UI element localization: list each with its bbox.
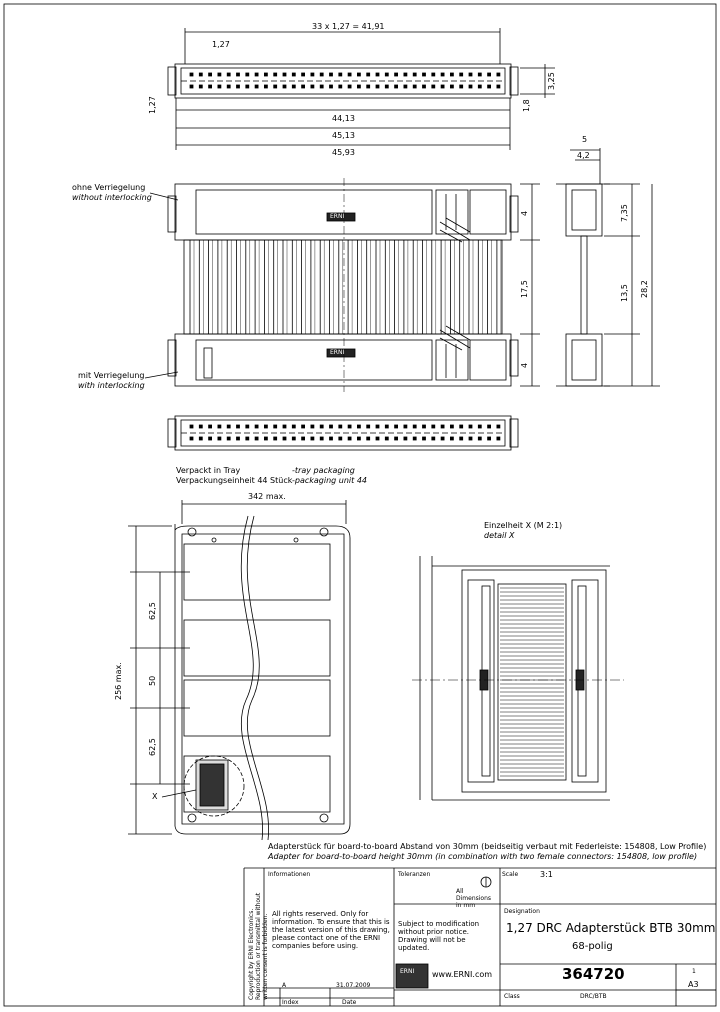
pin-dot bbox=[190, 85, 193, 88]
detail-title-de: Einzelheit X (M 2:1) bbox=[484, 521, 563, 530]
title-line-1: 1,27 DRC Adapterstück BTB 30mm bbox=[506, 921, 716, 935]
pin-dot bbox=[311, 437, 314, 440]
dim-side-13: 13,5 bbox=[620, 284, 629, 302]
pin-dot bbox=[339, 85, 342, 88]
tray-de: Verpackt in Tray bbox=[176, 466, 241, 475]
pin-dot bbox=[460, 73, 463, 76]
pin-dot bbox=[264, 85, 267, 88]
pin-dot bbox=[469, 73, 472, 76]
pin-dot bbox=[376, 425, 379, 428]
pin-dot bbox=[395, 425, 398, 428]
dim-44: 44,13 bbox=[332, 114, 355, 123]
pin-dot bbox=[227, 437, 230, 440]
pin-dot bbox=[497, 425, 500, 428]
dim-front-top: 4 bbox=[520, 210, 529, 216]
pin-dot bbox=[478, 425, 481, 428]
pin-dot bbox=[460, 425, 463, 428]
pin-dot bbox=[255, 85, 258, 88]
page-number: 1 bbox=[692, 968, 696, 975]
rights-note: All rights reserved. Only for information. To ensure that this is the latest version of this drawing, please contact one of the ERNI companies before using. bbox=[272, 910, 390, 950]
pin-dot bbox=[488, 73, 491, 76]
pin-dot bbox=[246, 425, 249, 428]
pin-dot bbox=[292, 85, 295, 88]
detail-x bbox=[412, 556, 624, 800]
pin-dot bbox=[302, 85, 305, 88]
pin-dot bbox=[385, 73, 388, 76]
pin-dot bbox=[367, 437, 370, 440]
pin-dot bbox=[292, 425, 295, 428]
pin-dot bbox=[274, 73, 277, 76]
pin-dot bbox=[357, 73, 360, 76]
pin-dot bbox=[246, 73, 249, 76]
copyright-note: Copyright by ERNI Electronics. Reproduction or transmittal without written consent is forbidden. bbox=[248, 892, 269, 1000]
pin-dot bbox=[199, 73, 202, 76]
class-label: Class bbox=[504, 993, 520, 1000]
pin-dot bbox=[432, 73, 435, 76]
pin-dot bbox=[357, 425, 360, 428]
pin-dot bbox=[460, 437, 463, 440]
pin-dot bbox=[395, 73, 398, 76]
bottom-view bbox=[168, 416, 518, 450]
pin-dot bbox=[227, 73, 230, 76]
title-line-2: 68-polig bbox=[572, 941, 613, 952]
pin-dot bbox=[283, 425, 286, 428]
dim-height-3: 3,25 bbox=[547, 72, 556, 90]
pin-dot bbox=[190, 425, 193, 428]
pin-dot bbox=[199, 85, 202, 88]
dim-side-28: 28,2 bbox=[640, 280, 649, 298]
pin-dot bbox=[209, 85, 212, 88]
pin-dot bbox=[218, 73, 221, 76]
pin-dot bbox=[237, 73, 240, 76]
pin-dot bbox=[320, 73, 323, 76]
unit-de: Verpackungseinheit 44 Stück bbox=[176, 476, 293, 485]
pin-dot bbox=[423, 85, 426, 88]
pin-dot bbox=[348, 73, 351, 76]
pin-dot bbox=[227, 85, 230, 88]
pin-dot bbox=[357, 85, 360, 88]
pin-dot bbox=[348, 437, 351, 440]
pin-dot bbox=[218, 85, 221, 88]
pin-dot bbox=[367, 73, 370, 76]
label-no-lock-en: without interlocking bbox=[72, 193, 152, 202]
dim-side-5: 5 bbox=[582, 135, 588, 144]
detail-pin-rows bbox=[500, 588, 564, 776]
dims-note: All Dimensions in mm bbox=[456, 888, 492, 909]
pin-dot bbox=[302, 425, 305, 428]
detail-marker: X bbox=[152, 792, 158, 801]
pin-dot bbox=[255, 73, 258, 76]
dim-side-7: 7,35 bbox=[620, 204, 629, 222]
pin-dot bbox=[469, 425, 472, 428]
pin-dot bbox=[432, 85, 435, 88]
pin-dot bbox=[404, 437, 407, 440]
pin-dot bbox=[348, 425, 351, 428]
pin-dot bbox=[488, 437, 491, 440]
pin-dot bbox=[255, 437, 258, 440]
pin-dot bbox=[478, 73, 481, 76]
pin-dot bbox=[237, 425, 240, 428]
pin-dot bbox=[320, 425, 323, 428]
scale-label: Scale bbox=[502, 871, 519, 878]
dim-45-9: 45,93 bbox=[332, 148, 355, 157]
pin-dot bbox=[339, 73, 342, 76]
tray-drawing bbox=[128, 500, 350, 840]
pin-dot bbox=[478, 437, 481, 440]
pin-dot bbox=[441, 425, 444, 428]
pin-dot bbox=[237, 85, 240, 88]
pin-dot bbox=[274, 437, 277, 440]
paper-format: A3 bbox=[688, 980, 699, 989]
pin-dot bbox=[209, 425, 212, 428]
pin-dot bbox=[339, 437, 342, 440]
pin-dot bbox=[274, 425, 277, 428]
pin-dot bbox=[246, 85, 249, 88]
information-label: Informationen bbox=[268, 871, 311, 878]
pin-dot bbox=[227, 425, 230, 428]
pin-dot bbox=[432, 437, 435, 440]
pin-dot bbox=[330, 73, 333, 76]
tray-en: -tray packaging bbox=[292, 466, 355, 475]
pin-dot bbox=[357, 437, 360, 440]
pin-dot bbox=[367, 85, 370, 88]
pin-dot bbox=[283, 85, 286, 88]
pin-dot bbox=[404, 425, 407, 428]
top-view-pins bbox=[190, 73, 500, 88]
class-value: DRC/BTB bbox=[580, 993, 607, 1000]
pin-dot bbox=[395, 437, 398, 440]
pin-dot bbox=[460, 85, 463, 88]
pin-dot bbox=[413, 85, 416, 88]
pin-dot bbox=[395, 85, 398, 88]
pin-dot bbox=[311, 73, 314, 76]
tolerances-label: Toleranzen bbox=[398, 871, 431, 878]
pin-dot bbox=[488, 85, 491, 88]
pin-dot bbox=[330, 425, 333, 428]
pin-dot bbox=[404, 85, 407, 88]
pin-dot bbox=[385, 425, 388, 428]
logo-erni: ERNI bbox=[400, 968, 415, 975]
pin-dot bbox=[283, 437, 286, 440]
dim-pitch-side: 1,27 bbox=[148, 96, 157, 114]
pin-dot bbox=[199, 425, 202, 428]
dim-front-mid: 17,5 bbox=[520, 280, 529, 298]
pin-dot bbox=[450, 437, 453, 440]
pin-dot bbox=[450, 425, 453, 428]
pin-dot bbox=[292, 73, 295, 76]
pin-dot bbox=[469, 437, 472, 440]
pin-dot bbox=[376, 437, 379, 440]
pin-dot bbox=[190, 437, 193, 440]
description-de: Adapterstück für board-to-board Abstand von 30mm (beidseitig verbaut mit Federleiste: 154808, Low Profile) bbox=[268, 842, 707, 851]
pin-dot bbox=[413, 73, 416, 76]
pin-dot bbox=[274, 85, 277, 88]
pin-dot bbox=[330, 437, 333, 440]
dim-side-4-2: 4,2 bbox=[577, 151, 590, 160]
pin-dot bbox=[237, 437, 240, 440]
pin-dot bbox=[320, 85, 323, 88]
pin-dot bbox=[385, 85, 388, 88]
dim-pitch-total: 33 x 1,27 = 41,91 bbox=[312, 22, 385, 31]
pin-dot bbox=[450, 73, 453, 76]
dim-front-bot: 4 bbox=[520, 362, 529, 368]
pin-dot bbox=[488, 425, 491, 428]
web-address: www.ERNI.com bbox=[432, 970, 493, 979]
pin-dot bbox=[441, 437, 444, 440]
pin-dot bbox=[339, 425, 342, 428]
description-en: Adapter for board-to-board height 30mm (in combination with two female connectors: 154808, low profile) bbox=[268, 852, 698, 861]
tray-width: 342 max. bbox=[248, 492, 286, 501]
pin-dot bbox=[311, 85, 314, 88]
pin-dot bbox=[423, 437, 426, 440]
pin-dot bbox=[376, 85, 379, 88]
pin-dot bbox=[292, 437, 295, 440]
pin-dot bbox=[302, 437, 305, 440]
index-label: Index bbox=[282, 999, 299, 1006]
side-view bbox=[556, 148, 660, 386]
tray-d1: 62,5 bbox=[148, 602, 157, 620]
pin-dot bbox=[478, 85, 481, 88]
bottom-view-pins bbox=[190, 425, 500, 440]
pin-dot bbox=[311, 425, 314, 428]
dim-height-1: 1,8 bbox=[522, 99, 531, 112]
pin-dot bbox=[209, 437, 212, 440]
pin-dot bbox=[320, 437, 323, 440]
pin-dot bbox=[423, 73, 426, 76]
pin-dot bbox=[246, 437, 249, 440]
logo-top: ERNI bbox=[330, 213, 345, 220]
pin-dot bbox=[413, 437, 416, 440]
pin-dot bbox=[348, 85, 351, 88]
pin-dot bbox=[330, 85, 333, 88]
tray-d2: 50 bbox=[148, 675, 157, 686]
pin-dot bbox=[264, 425, 267, 428]
date-label: Date bbox=[342, 999, 357, 1006]
designation-label: Designation bbox=[504, 908, 540, 915]
front-view-pins bbox=[190, 240, 501, 334]
pin-dot bbox=[283, 73, 286, 76]
pin-dot bbox=[218, 425, 221, 428]
pin-dot bbox=[404, 73, 407, 76]
pin-dot bbox=[264, 437, 267, 440]
pin-dot bbox=[441, 85, 444, 88]
pin-dot bbox=[367, 425, 370, 428]
pin-dot bbox=[264, 73, 267, 76]
pin-dot bbox=[469, 85, 472, 88]
dim-45-1: 45,13 bbox=[332, 131, 355, 140]
pin-dot bbox=[497, 437, 500, 440]
pin-dot bbox=[441, 73, 444, 76]
front-view bbox=[145, 178, 540, 392]
pin-dot bbox=[190, 73, 193, 76]
pin-dot bbox=[255, 425, 258, 428]
label-lock-en: with interlocking bbox=[78, 381, 145, 390]
modification-note: Subject to modification without prior notice. Drawing will not be updated. bbox=[398, 920, 480, 952]
pin-dot bbox=[218, 437, 221, 440]
dim-pitch: 1,27 bbox=[212, 40, 230, 49]
part-number: 364720 bbox=[562, 965, 625, 983]
pin-dot bbox=[450, 85, 453, 88]
pin-dot bbox=[497, 85, 500, 88]
date-value: 31.07.2009 bbox=[336, 982, 371, 989]
tray-height: 256 max. bbox=[114, 662, 123, 700]
index-value: A bbox=[282, 982, 287, 989]
detail-title-en: detail X bbox=[484, 531, 515, 540]
scale-value: 3:1 bbox=[540, 870, 553, 879]
label-lock-de: mit Verriegelung bbox=[78, 371, 145, 380]
logo-bottom: ERNI bbox=[330, 349, 345, 356]
unit-en: -packaging unit 44 bbox=[292, 476, 368, 485]
pin-dot bbox=[302, 73, 305, 76]
pin-dot bbox=[209, 73, 212, 76]
pin-dot bbox=[423, 425, 426, 428]
pin-dot bbox=[385, 437, 388, 440]
pin-dot bbox=[413, 425, 416, 428]
label-no-lock-de: ohne Verriegelung bbox=[72, 183, 146, 192]
tray-d3: 62,5 bbox=[148, 738, 157, 756]
pin-dot bbox=[432, 425, 435, 428]
pin-dot bbox=[497, 73, 500, 76]
pin-dot bbox=[199, 437, 202, 440]
pin-dot bbox=[376, 73, 379, 76]
